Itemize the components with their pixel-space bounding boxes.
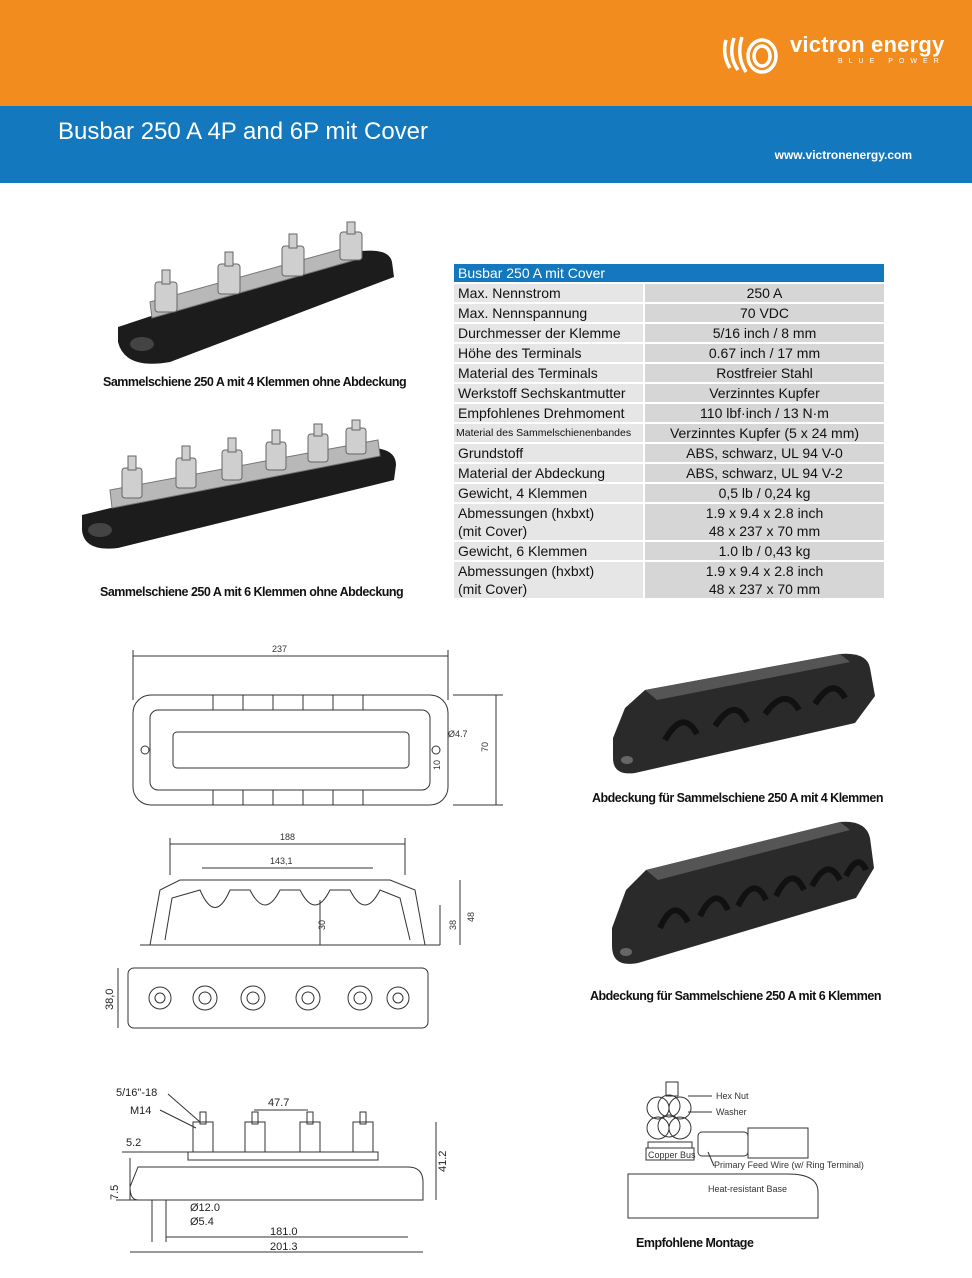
side-studs [193, 1112, 373, 1152]
table-row [454, 464, 884, 482]
table-row [454, 562, 884, 598]
label-feed-wire: Primary Feed Wire (w/ Ring Terminal) [714, 1160, 864, 1170]
spec-value: 70 VDC [645, 304, 884, 322]
spec-value: 5/16 inch / 8 mm [645, 324, 884, 342]
spec-label: Höhe des Terminals [454, 344, 643, 362]
spec-value: 1.0 lb / 0,43 kg [645, 542, 884, 560]
label-washer: Washer [716, 1107, 747, 1117]
hex-nut-icon [647, 1095, 691, 1139]
dim-h3: 48 [466, 911, 476, 922]
caption-busbar-6: Sammelschiene 250 A mit 6 Klemmen ohne Abdeckung [100, 585, 404, 599]
drawing-top-view [118, 640, 508, 815]
spec-value: Verzinntes Kupfer [645, 384, 884, 402]
spec-label-line2: (mit Cover) [458, 581, 528, 597]
plan-terminal-hexes [193, 986, 372, 1010]
table-row [454, 504, 884, 540]
spec-label: Gewicht, 6 Klemmen [454, 542, 643, 560]
spec-value: 250 A [645, 284, 884, 302]
spec-label: Max. Nennstrom [454, 284, 643, 302]
brand-tagline: BLUE POWER [838, 58, 945, 65]
dim-thread: 5/16"-18 [116, 1087, 158, 1099]
dim-pitch: 47.7 [268, 1097, 290, 1109]
dim-offset: 10 [432, 759, 442, 770]
spec-label: Durchmesser der Klemme [454, 324, 643, 342]
table-row [454, 324, 884, 342]
header-orange-band [0, 0, 972, 106]
dim-d2: Ø5.4 [190, 1216, 214, 1228]
table-row [454, 484, 884, 502]
dim-base: 7.5 [109, 1184, 121, 1200]
spec-value: Rostfreier Stahl [645, 364, 884, 382]
spec-value: 110 lbf·inch / 13 N·m [645, 404, 884, 422]
spec-label: Grundstoff [454, 444, 643, 462]
spec-value: Verzinntes Kupfer (5 x 24 mm) [645, 424, 884, 442]
brand-name: victron energy [790, 32, 945, 57]
dim-width: 237 [272, 644, 288, 654]
caption-busbar-4: Sammelschiene 250 A mit 4 Klemmen ohne Abdeckung [103, 375, 407, 389]
spec-value: ABS, schwarz, UL 94 V-2 [645, 464, 884, 482]
spec-label: Empfohlenes Drehmoment [454, 404, 643, 422]
label-copper-bus: Copper Bus [648, 1150, 696, 1160]
label-hex-nut: Hex Nut [716, 1091, 749, 1101]
dim-hole: Ø4.7 [448, 729, 468, 739]
caption-mounting: Empfohlene Montage [636, 1236, 754, 1250]
busbar-4-terminal-photo [110, 222, 400, 372]
spec-label [454, 562, 643, 598]
table-row [454, 284, 884, 302]
table-row [454, 384, 884, 402]
dim-plate: 5.2 [126, 1137, 142, 1149]
cover-6-terminal-photo [608, 818, 878, 970]
dim-len2: 201.3 [270, 1241, 298, 1253]
dim-depth: 38,0 [104, 988, 116, 1010]
dim-metric: M14 [130, 1105, 152, 1117]
table-row [454, 304, 884, 322]
page-title: Busbar 250 A 4P and 6P mit Cover [58, 118, 429, 145]
drawing-dimension-view [108, 1082, 453, 1262]
spec-label-line1: Abmessungen (hxbxt) [458, 505, 595, 521]
dim-h1: 30 [317, 919, 327, 930]
spec-value-line2: 48 x 237 x 70 mm [708, 523, 821, 539]
spec-value-line1: 1.9 x 9.4 x 2.8 inch [705, 563, 824, 579]
mounting-diagram [628, 1082, 868, 1222]
cover-4-terminal-photo [605, 648, 880, 780]
spec-label: Material der Abdeckung [454, 464, 643, 482]
spec-value: ABS, schwarz, UL 94 V-0 [645, 444, 884, 462]
dim-d1: Ø12.0 [190, 1202, 220, 1214]
dim-length: 188 [280, 832, 296, 842]
spec-table [452, 262, 886, 600]
spec-label: Gewicht, 4 Klemmen [454, 484, 643, 502]
busbar-6-terminal-photo [78, 420, 400, 552]
spec-value: 0,5 lb / 0,24 kg [645, 484, 884, 502]
spec-label: Material des Sammelschienenbandes [454, 424, 643, 442]
spec-label: Werkstoff Sechskantmutter [454, 384, 643, 402]
spec-value: 0.67 inch / 17 mm [645, 344, 884, 362]
spec-table-title: Busbar 250 A mit Cover [454, 264, 884, 282]
dim-height: 70 [480, 741, 490, 752]
spec-value [645, 504, 884, 540]
dim-h2: 38 [448, 919, 458, 930]
caption-cover-4: Abdeckung für Sammelschiene 250 A mit 4 Klemmen [592, 791, 883, 805]
spec-value-line1: 1.9 x 9.4 x 2.8 inch [705, 505, 824, 521]
spec-value-line2: 48 x 237 x 70 mm [708, 581, 821, 597]
label-base: Heat-resistant Base [708, 1184, 788, 1194]
dim-len1: 181.0 [270, 1226, 298, 1238]
table-row [454, 542, 884, 560]
victron-logo [720, 30, 960, 80]
dim-inner: 143,1 [270, 856, 293, 866]
table-row [454, 344, 884, 362]
table-row [454, 404, 884, 422]
drawing-plan-view [104, 965, 438, 1030]
table-row [454, 444, 884, 462]
spec-label-line2: (mit Cover) [458, 523, 528, 539]
drawing-side-view [140, 830, 510, 955]
spec-value [645, 562, 884, 598]
caption-cover-6: Abdeckung für Sammelschiene 250 A mit 6 Klemmen [590, 989, 881, 1003]
spec-label: Max. Nennspannung [454, 304, 643, 322]
rib-lines [213, 695, 363, 805]
dim-total-height: 41.2 [437, 1150, 449, 1172]
website-url: www.victronenergy.com [774, 148, 912, 162]
victron-swirl-icon [720, 30, 786, 80]
table-row [454, 364, 884, 382]
spec-label [454, 504, 643, 540]
spec-label-line1: Abmessungen (hxbxt) [458, 563, 595, 579]
spec-label: Material des Terminals [454, 364, 643, 382]
table-row [454, 424, 884, 442]
